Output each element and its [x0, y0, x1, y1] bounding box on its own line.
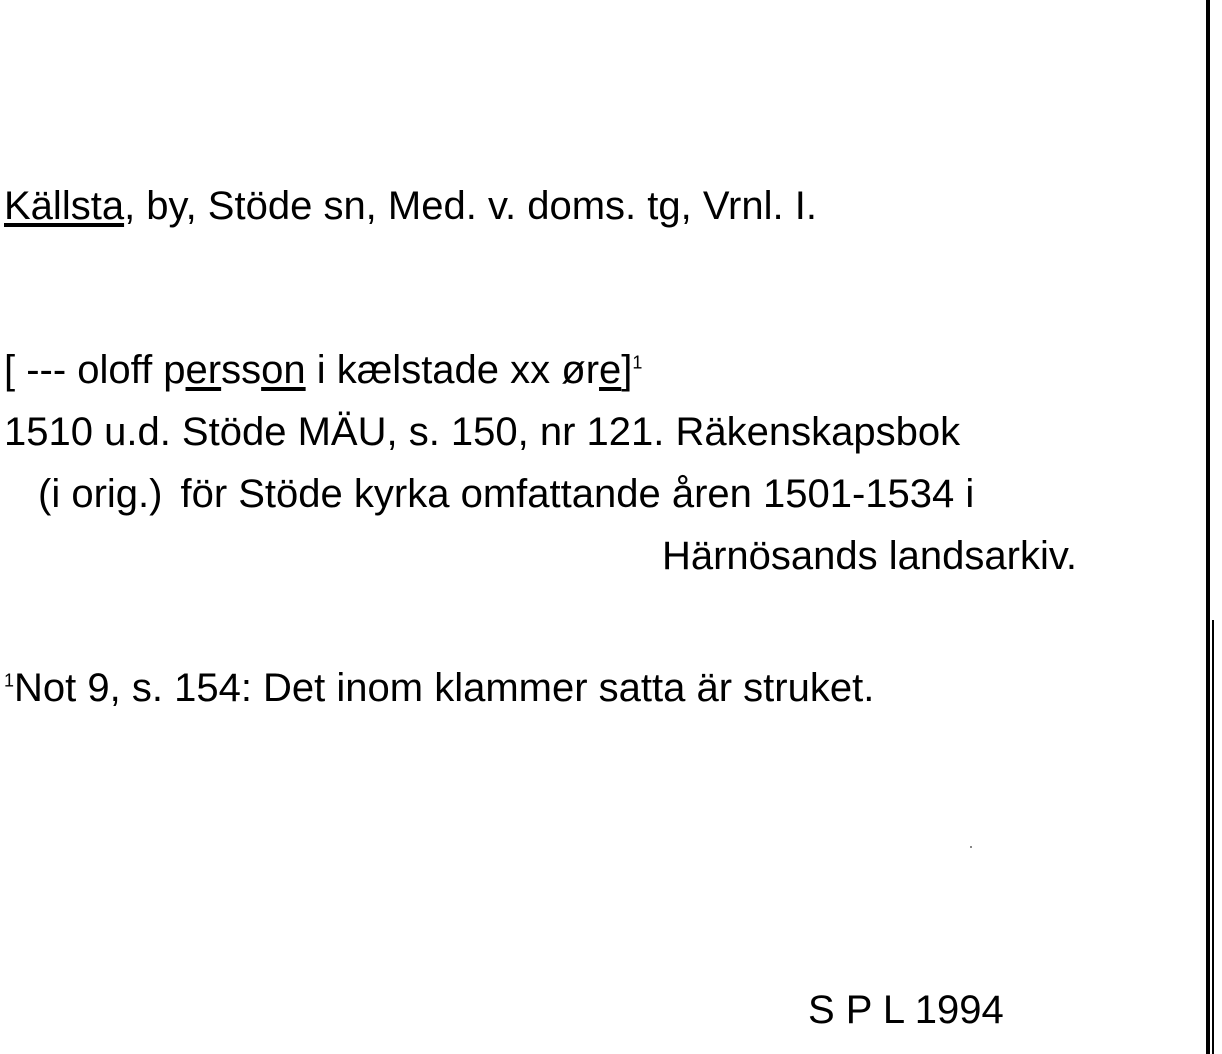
- reference-line-2-text: för Stöde kyrka omfattande åren 1501-1534 i: [180, 472, 975, 516]
- quote-part-2: ss: [221, 348, 262, 392]
- quote-part-1: [ --- oloff p: [4, 348, 186, 392]
- reference-line-3: Härnösands landsarkiv.: [661, 534, 1077, 578]
- footnote-marker: 1: [4, 670, 15, 691]
- quote-underlined-2: on: [261, 348, 306, 392]
- card-edge-shadow: [1212, 620, 1214, 1054]
- place-name: Källsta: [4, 184, 125, 228]
- quote-footnote-marker: 1: [632, 352, 643, 373]
- reference-orig-note: (i orig.): [38, 472, 163, 516]
- footnote: [4, 664, 874, 712]
- reference-line-2: [38, 470, 974, 518]
- quote-underlined-1: er: [185, 348, 222, 392]
- quote-part-3: i kælstade xx ør: [305, 348, 600, 392]
- quote-underlined-3: e: [599, 348, 622, 392]
- card-edge-line: [1206, 0, 1210, 1054]
- signature: S P L 1994: [808, 988, 1004, 1032]
- speck: [970, 846, 972, 848]
- quote-part-4: ]: [621, 348, 633, 392]
- footnote-text: Not 9, s. 154: Det inom klammer satta är struket.: [14, 666, 875, 710]
- place-heading: [4, 182, 817, 230]
- reference-line-1: 1510 u.d. Stöde MÄU, s. 150, nr 121. Räkenskapsbok: [4, 410, 961, 454]
- source-quote: [4, 346, 642, 394]
- place-description: , by, Stöde sn, Med. v. doms. tg, Vrnl. I.: [124, 184, 817, 228]
